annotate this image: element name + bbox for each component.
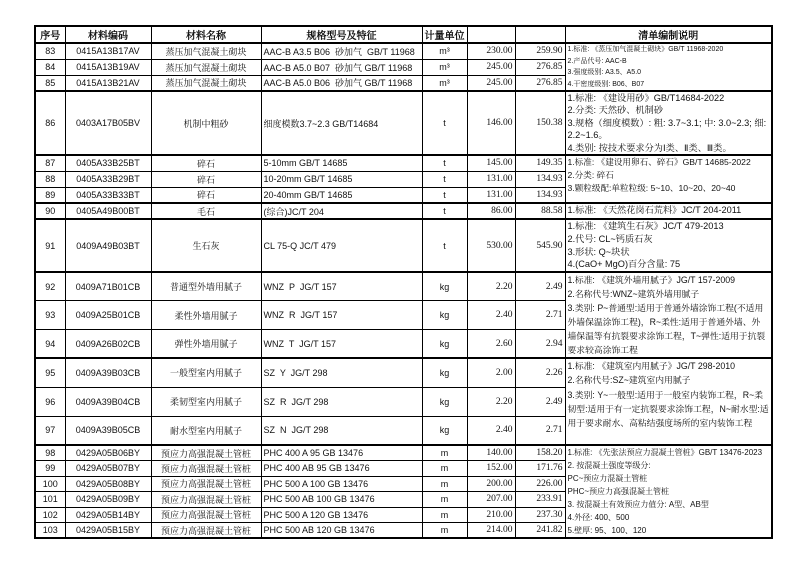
cell-code: 0409A39B05CB xyxy=(65,416,151,445)
cell-no: 92 xyxy=(35,272,65,301)
cell-price1: 2.40 xyxy=(467,301,515,330)
note-line: 2.产品代号: AAC-B xyxy=(567,57,627,65)
cell-price2: 158.20 xyxy=(515,445,565,461)
cell-unit: t xyxy=(422,187,467,203)
cell-code: 0405A33B33BT xyxy=(65,187,151,203)
cell-price2: 134.93 xyxy=(515,171,565,187)
cell-spec: AAC-B A5.0 B07 砂加气 GB/T 11968 xyxy=(261,59,422,75)
cell-code: 0405A33B25BT xyxy=(65,155,151,171)
cell-name: 弹性外墙用腻子 xyxy=(151,330,261,359)
cell-code: 0429A05B08BY xyxy=(65,476,151,492)
cell-price1: 146.00 xyxy=(467,91,515,155)
cell-price2: 259.90 xyxy=(515,43,565,59)
cell-name: 蒸压加气混凝土砌块 xyxy=(151,59,261,75)
note-line: 2.名称代号:WNZ~建筑外墙用腻子 xyxy=(567,289,700,300)
cell-no: 87 xyxy=(35,155,65,171)
cell-no: 94 xyxy=(35,330,65,359)
note-line: 4.外径: 400、500 xyxy=(567,513,630,523)
cell-unit: t xyxy=(422,219,467,272)
note-line: 2.名称代号:SZ~建筑室内用腻子 xyxy=(567,375,691,386)
cell-unit: m³ xyxy=(422,43,467,59)
cell-unit: t xyxy=(422,171,467,187)
cell-spec: AAC-B A3.5 B06 砂加气 GB/T 11968 xyxy=(261,43,422,59)
cell-notes xyxy=(565,358,772,445)
cell-unit: m xyxy=(422,476,467,492)
cell-price1: 152.00 xyxy=(467,461,515,477)
cell-no: 99 xyxy=(35,461,65,477)
note-line: 1.标准: 《建筑生石灰》JC/T 479-2013 xyxy=(567,221,724,232)
cell-price2: 171.76 xyxy=(515,461,565,477)
table-row xyxy=(35,43,772,59)
cell-spec: PHC 400 A 95 GB 13476 xyxy=(261,445,422,461)
note-line: PC~预应力混凝土管桩 xyxy=(567,474,648,484)
note-line: 3. 按混凝土有效预应力值分: A型、AB型 xyxy=(567,500,709,510)
cell-code: 0405A49B00BT xyxy=(65,203,151,219)
col-header-code: 材料编码 xyxy=(65,26,151,43)
cell-name: 柔性外墙用腻子 xyxy=(151,301,261,330)
cell-name: 毛石 xyxy=(151,203,261,219)
cell-unit: m xyxy=(422,445,467,461)
cell-name: 机制中粗砂 xyxy=(151,91,261,155)
cell-price2: 2.94 xyxy=(515,330,565,359)
note-line: 1.标准: 《蒸压加气混凝土砌块》GB/T 11968-2020 xyxy=(567,46,724,53)
cell-name: 碎石 xyxy=(151,171,261,187)
cell-no: 90 xyxy=(35,203,65,219)
cell-no: 102 xyxy=(35,507,65,523)
cell-name: 预应力高强混凝土管桩 xyxy=(151,523,261,539)
cell-name: 生石灰 xyxy=(151,219,261,272)
note-line: PHC~预应力高强混凝土管桩 xyxy=(567,487,670,497)
col-header-notes: 清单编制说明 xyxy=(565,26,772,43)
table-row xyxy=(35,155,772,171)
cell-code: 0429A05B09BY xyxy=(65,492,151,508)
cell-unit: m xyxy=(422,523,467,539)
cell-price2: 88.58 xyxy=(515,203,565,219)
cell-spec: PHC 500 A 100 GB 13476 xyxy=(261,476,422,492)
cell-price2: 2.71 xyxy=(515,416,565,445)
cell-price1: 207.00 xyxy=(467,492,515,508)
cell-unit: t xyxy=(422,155,467,171)
cell-unit: m³ xyxy=(422,59,467,75)
cell-unit: kg xyxy=(422,330,467,359)
cell-unit: kg xyxy=(422,301,467,330)
cell-name: 耐水型室内用腻子 xyxy=(151,416,261,445)
col-header-price2 xyxy=(515,26,565,43)
cell-code: 0415A13B21AV xyxy=(65,75,151,91)
cell-price1: 245.00 xyxy=(467,59,515,75)
cell-name: 预应力高强混凝土管桩 xyxy=(151,507,261,523)
note-line: 3.强度级别: A3.5、A5.0 xyxy=(567,69,642,76)
cell-price2: 149.35 xyxy=(515,155,565,171)
materials-table xyxy=(34,25,773,539)
cell-price1: 245.00 xyxy=(467,75,515,91)
cell-price1: 214.00 xyxy=(467,523,515,539)
note-line: 4.类别: 按技术要求分为Ⅰ类、Ⅱ类、Ⅲ类。 xyxy=(567,142,732,153)
cell-price2: 134.93 xyxy=(515,187,565,203)
note-line: 2.代号: CL~钙质石灰 xyxy=(567,233,653,244)
table-row xyxy=(35,219,772,272)
table-row xyxy=(35,203,772,219)
cell-spec: 细度模数3.7~2.3 GB/T14684 xyxy=(261,91,422,155)
col-header-spec: 规格型号及特征 xyxy=(261,26,422,43)
cell-notes xyxy=(565,43,772,91)
cell-notes xyxy=(565,203,772,219)
cell-name: 普通型外墙用腻子 xyxy=(151,272,261,301)
cell-name: 柔韧型室内用腻子 xyxy=(151,387,261,416)
cell-spec: AAC-B A5.0 B06 砂加气 GB/T 11968 xyxy=(261,75,422,91)
cell-notes xyxy=(565,272,772,358)
cell-no: 91 xyxy=(35,219,65,272)
cell-no: 86 xyxy=(35,91,65,155)
cell-code: 0405A33B29BT xyxy=(65,171,151,187)
note-line: 3.类别: P~普通型:适用于普通外墙涂饰工程(不适用外墙保温涂饰工程)，R~柔性:适用于普通外墙、外墙保温等有抗裂要求涂饰工程，T~弹性:适用于抗裂要求较高涂饰工程 xyxy=(567,303,766,356)
cell-no: 83 xyxy=(35,43,65,59)
cell-notes xyxy=(565,445,772,538)
cell-no: 88 xyxy=(35,171,65,187)
cell-code: 0409A39B03CB xyxy=(65,358,151,387)
cell-unit: kg xyxy=(422,416,467,445)
cell-price2: 150.38 xyxy=(515,91,565,155)
cell-price1: 131.00 xyxy=(467,171,515,187)
cell-no: 100 xyxy=(35,476,65,492)
cell-price2: 233.91 xyxy=(515,492,565,508)
cell-name: 碎石 xyxy=(151,187,261,203)
note-line: 1.标准: 《建设用卵石、碎石》GB/T 14685-2022 xyxy=(567,157,751,168)
cell-spec: 20-40mm GB/T 14685 xyxy=(261,187,422,203)
cell-unit: kg xyxy=(422,358,467,387)
cell-notes xyxy=(565,219,772,272)
cell-price1: 86.00 xyxy=(467,203,515,219)
note-line: 3.类别: Y~一般型:适用于一般室内装饰工程，R~柔韧型:适用于有一定抗裂要求涂饰工程，N~耐水型:适用于要求耐水、高粘结强度场所的室内装饰工程 xyxy=(567,389,769,429)
col-header-name: 材料名称 xyxy=(151,26,261,43)
cell-spec: WNZ R JG/T 157 xyxy=(261,301,422,330)
cell-no: 96 xyxy=(35,387,65,416)
note-line: 3.形状: Q~块状 xyxy=(567,246,630,257)
cell-price1: 230.00 xyxy=(467,43,515,59)
cell-no: 84 xyxy=(35,59,65,75)
cell-price1: 2.20 xyxy=(467,272,515,301)
cell-name: 预应力高强混凝土管桩 xyxy=(151,461,261,477)
table-row xyxy=(35,445,772,461)
cell-name: 预应力高强混凝土管桩 xyxy=(151,445,261,461)
table-row xyxy=(35,358,772,387)
cell-spec: WNZ T JG/T 157 xyxy=(261,330,422,359)
cell-price1: 2.00 xyxy=(467,358,515,387)
cell-name: 预应力高强混凝土管桩 xyxy=(151,476,261,492)
cell-code: 0415A13B17AV xyxy=(65,43,151,59)
cell-spec: SZ N JG/T 298 xyxy=(261,416,422,445)
cell-price1: 530.00 xyxy=(467,219,515,272)
cell-spec: 10-20mm GB/T 14685 xyxy=(261,171,422,187)
note-line: 2. 按混凝土强度等级分: xyxy=(567,461,651,471)
cell-price1: 200.00 xyxy=(467,476,515,492)
note-line: 2.分类: 碎石 xyxy=(567,170,614,181)
cell-code: 0429A05B06BY xyxy=(65,445,151,461)
cell-no: 93 xyxy=(35,301,65,330)
cell-spec: PHC 400 AB 95 GB 13476 xyxy=(261,461,422,477)
cell-unit: m xyxy=(422,492,467,508)
table-body xyxy=(35,43,772,538)
cell-unit: kg xyxy=(422,387,467,416)
cell-price1: 145.00 xyxy=(467,155,515,171)
cell-no: 95 xyxy=(35,358,65,387)
note-line: 1.标准: 《建筑外墙用腻子》JG/T 157-2009 xyxy=(567,275,736,286)
cell-price1: 140.00 xyxy=(467,445,515,461)
cell-code: 0409A25B01CB xyxy=(65,301,151,330)
cell-spec: PHC 500 A 120 GB 13476 xyxy=(261,507,422,523)
cell-spec: 5-10mm GB/T 14685 xyxy=(261,155,422,171)
cell-price1: 2.60 xyxy=(467,330,515,359)
note-line: 1.标准: 《建设用砂》GB/T14684-2022 xyxy=(567,93,725,103)
cell-spec: PHC 500 AB 100 GB 13476 xyxy=(261,492,422,508)
cell-price2: 241.82 xyxy=(515,523,565,539)
cell-price1: 210.00 xyxy=(467,507,515,523)
cell-code: 0409A39B04CB xyxy=(65,387,151,416)
cell-price2: 545.90 xyxy=(515,219,565,272)
cell-no: 98 xyxy=(35,445,65,461)
col-header-unit: 计量单位 xyxy=(422,26,467,43)
cell-price2: 276.85 xyxy=(515,59,565,75)
cell-price1: 2.40 xyxy=(467,416,515,445)
cell-no: 103 xyxy=(35,523,65,539)
cell-price2: 2.26 xyxy=(515,358,565,387)
note-line: 5.壁厚: 95、100、120 xyxy=(567,526,647,536)
cell-unit: t xyxy=(422,91,467,155)
cell-no: 85 xyxy=(35,75,65,91)
note-line: 2.分类: 天然砂、机制砂 xyxy=(567,105,663,116)
cell-code: 0429A05B14BY xyxy=(65,507,151,523)
cell-name: 蒸压加气混凝土砌块 xyxy=(151,43,261,59)
cell-code: 0409A49B03BT xyxy=(65,219,151,272)
cell-spec: CL 75-Q JC/T 479 xyxy=(261,219,422,272)
cell-notes xyxy=(565,155,772,203)
cell-price2: 237.30 xyxy=(515,507,565,523)
cell-spec: (综合)JC/T 204 xyxy=(261,203,422,219)
cell-no: 101 xyxy=(35,492,65,508)
cell-price2: 2.71 xyxy=(515,301,565,330)
cell-code: 0429A05B07BY xyxy=(65,461,151,477)
cell-notes xyxy=(565,91,772,155)
note-line: 4.(CaO+ MgO)百分含量: 75 xyxy=(567,259,681,270)
cell-name: 预应力高强混凝土管桩 xyxy=(151,492,261,508)
cell-code: 0409A26B02CB xyxy=(65,330,151,359)
cell-unit: m³ xyxy=(422,75,467,91)
table-header xyxy=(35,26,772,43)
note-line: 3.规格（细度模数）: 粗: 3.7~3.1; 中: 3.0~2.3; 细: 2.2~1.6。 xyxy=(567,117,767,141)
cell-spec: WNZ P JG/T 157 xyxy=(261,272,422,301)
cell-unit: m xyxy=(422,461,467,477)
cell-code: 0415A13B19AV xyxy=(65,59,151,75)
cell-spec: PHC 500 AB 120 GB 13476 xyxy=(261,523,422,539)
cell-spec: SZ R JG/T 298 xyxy=(261,387,422,416)
cell-unit: t xyxy=(422,203,467,219)
header-row xyxy=(35,26,772,43)
cell-unit: m xyxy=(422,507,467,523)
cell-price2: 226.00 xyxy=(515,476,565,492)
note-line: 1.标准: 《先张法预应力混凝土管桩》GB/T 13476-2023 xyxy=(567,448,763,458)
cell-price1: 131.00 xyxy=(467,187,515,203)
note-line: 1.标准: 《建筑室内用腻子》JG/T 298-2010 xyxy=(567,361,736,372)
note-line: 4.干密度级别: B06、B07 xyxy=(567,80,645,88)
cell-price2: 2.49 xyxy=(515,272,565,301)
cell-name: 蒸压加气混凝土砌块 xyxy=(151,75,261,91)
note-line: 3.颗粒级配:单粒粒级: 5~10、10~20、20~40 xyxy=(567,183,736,194)
cell-unit: kg xyxy=(422,272,467,301)
col-header-no: 序号 xyxy=(35,26,65,43)
cell-code: 0409A71B01CB xyxy=(65,272,151,301)
cell-name: 一般型室内用腻子 xyxy=(151,358,261,387)
table-row xyxy=(35,91,772,155)
table-row xyxy=(35,272,772,301)
col-header-price1 xyxy=(467,26,515,43)
cell-price1: 2.20 xyxy=(467,387,515,416)
cell-no: 97 xyxy=(35,416,65,445)
cell-name: 碎石 xyxy=(151,155,261,171)
cell-price2: 276.85 xyxy=(515,75,565,91)
cell-spec: SZ Y JG/T 298 xyxy=(261,358,422,387)
cell-code: 0429A05B15BY xyxy=(65,523,151,539)
note-line: 1.标准: 《天然花岗石荒料》JC/T 204-2011 xyxy=(567,205,742,216)
cell-no: 89 xyxy=(35,187,65,203)
cell-price2: 2.49 xyxy=(515,387,565,416)
cell-code: 0403A17B05BV xyxy=(65,91,151,155)
